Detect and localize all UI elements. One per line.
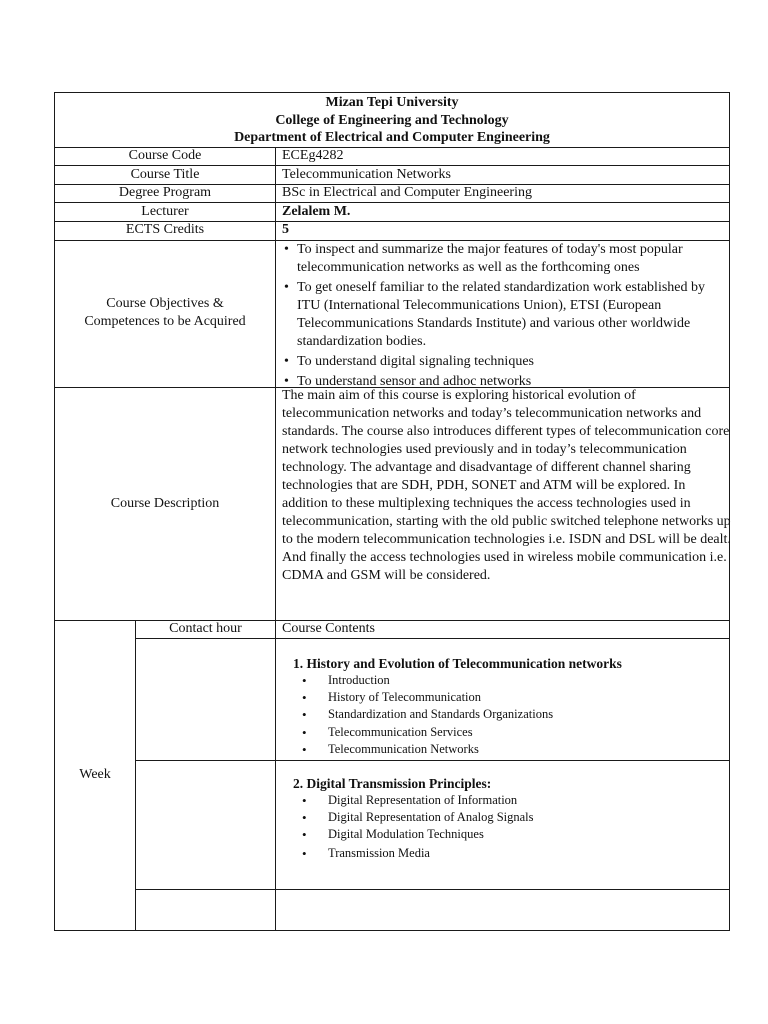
- topic-item: • Digital Representation of Information: [302, 792, 534, 809]
- section-topics: [302, 792, 534, 862]
- contact-hour-label: Contact hour: [169, 621, 242, 636]
- course-contents-label: Course Contents: [282, 621, 375, 636]
- course-code-label: Course Code: [128, 148, 202, 163]
- ects-credits-label: ECTS Credits: [125, 222, 205, 237]
- topic-item: • Transmission Media: [302, 845, 534, 862]
- ects-credits-value: 5: [282, 222, 289, 237]
- department-name: Department of Electrical and Computer Engineering: [234, 130, 550, 145]
- objective-item: • To understand sensor and adhoc networks: [284, 373, 729, 391]
- row-divider: [135, 889, 730, 890]
- topic-item: • Introduction: [302, 672, 553, 689]
- objective-item: • To inspect and summarize the major features of today's most popular telecommunication networks as well as the forthcoming ones: [284, 241, 729, 277]
- course-code-value: ECEg4282: [282, 148, 344, 163]
- row-divider: [135, 760, 730, 761]
- topic-item: • Digital Modulation Techniques: [302, 826, 534, 843]
- lecturer-value: Zelalem M.: [282, 204, 351, 219]
- section-title: 2. Digital Transmission Principles:: [293, 776, 492, 791]
- topic-item: • Standardization and Standards Organizations: [302, 706, 553, 723]
- course-title-value: Telecommunication Networks: [282, 167, 451, 182]
- week-label: Week: [79, 767, 111, 782]
- column-divider: [275, 147, 276, 931]
- description-label: Course Description: [110, 496, 220, 511]
- degree-program-value: BSc in Electrical and Computer Engineering: [282, 185, 532, 200]
- objective-item: • To understand digital signaling techniques: [284, 353, 729, 371]
- section-topics: [302, 672, 553, 758]
- topic-item: • History of Telecommunication: [302, 689, 553, 706]
- objectives-list: [284, 241, 729, 391]
- topic-item: • Telecommunication Networks: [302, 741, 553, 758]
- topic-item: • Digital Representation of Analog Signals: [302, 809, 534, 826]
- degree-program-label: Degree Program: [118, 185, 212, 200]
- objective-item: • To get oneself familiar to the related standardization work established by ITU (International Telecommunications Union), ETSI (European Telecommunications Standards Institute) and various other worldwide standardization bodies.: [284, 279, 729, 351]
- lecturer-label: Lecturer: [141, 204, 189, 219]
- section-title: 1. History and Evolution of Telecommunication networks: [293, 656, 622, 671]
- college-name: College of Engineering and Technology: [275, 112, 509, 128]
- column-divider: [135, 620, 136, 931]
- description-text: The main aim of this course is exploring historical evolution of telecommunication networks and today’s telecommunication networks and standards. The course also introduces different types of telecommunication core network technologies used previously and in today’s telecommunication technology. The advantage and disadvantage of different channel sharing technologies that are SDH, PDH, SONET and ATM will be explored. In addition to these multiplexing techniques the access technologies used in telecommunication, starting with the old public switched telephone networks up to the modern telecommunication technologies i.e. ISDN and DSL will be dealt. And finally the access technologies used in wireless mobile communication i.e. CDMA and GSM will be considered.: [282, 388, 731, 583]
- objectives-label: Course Objectives & Competences to be Acquired: [84, 296, 246, 329]
- row-divider: [135, 638, 730, 639]
- university-name: Mizan Tepi University: [325, 95, 459, 110]
- topic-item: • Telecommunication Services: [302, 724, 553, 741]
- course-title-label: Course Title: [130, 167, 200, 182]
